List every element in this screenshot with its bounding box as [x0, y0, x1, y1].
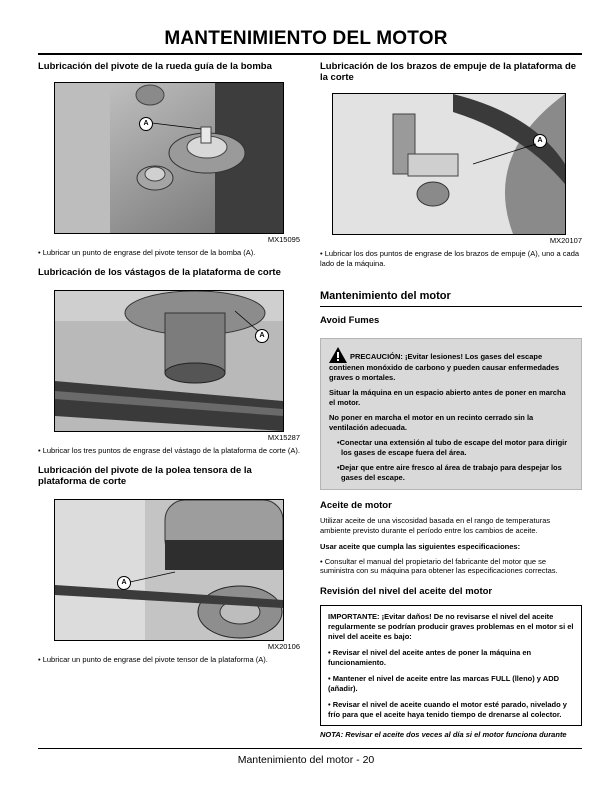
caution-box [320, 338, 582, 490]
footer-rule [38, 748, 582, 749]
bullet-text: • Lubricar un punto de engrase del pivote tensor de la plataforma (A). [38, 655, 268, 664]
leader-line [55, 500, 283, 640]
caution-lead-text: PRECAUCIÓN: ¡Evitar lesiones! Los gases del escape contienen monóxido de carbono y pueden causar enfermedades graves o mortales. [329, 352, 560, 382]
section-heading: Aceite de motor [320, 500, 392, 511]
bullet-text: • Lubricar los tres puntos de engrase del vástago de la plataforma de corte (A). [38, 445, 300, 455]
caution-bullet: •Dejar que entre aire fresco al área de trabajo para despejar los gases del escape. [337, 463, 562, 482]
bullet-text: • Lubricar un punto de engrase del pivote tensor de la bomba (A). [38, 248, 256, 257]
title-rule [38, 53, 582, 55]
leader-line [333, 94, 565, 234]
callout-a: A [139, 117, 153, 131]
warning-triangle-icon [329, 347, 347, 363]
photo-deck-spindle [54, 290, 284, 432]
section-push-arm-lube [320, 61, 582, 268]
section-pump-idler-lube [38, 61, 300, 258]
important-bullet: • Revisar el nivel de aceite cuando el motor esté parado, nivelado y frío para que el aceite haya tenido tiempo de drenarse al colector. [328, 699, 567, 719]
caution-bullet: •Conectar una extensión al tubo de escape del motor para dirigir los gases de escape fuera del área. [337, 438, 568, 457]
section-deck-idler-lube [38, 465, 300, 665]
bullet-text: • Lubricar los dos puntos de engrase de los brazos de empuje (A), uno a cada lado de la máquina. [320, 249, 580, 268]
leader-line [55, 83, 283, 233]
callout-a: A [533, 134, 547, 148]
section-heading: Lubricación de los vástagos de la plataforma de corte [38, 266, 281, 278]
caution-lead [329, 347, 573, 383]
section-heading: Revisión del nivel del aceite del motor [320, 585, 493, 597]
figure-id: MX20107 [549, 236, 582, 245]
bullet-text: • Consultar el manual del propietario del fabricante del motor que se suministra con su máquina para obtener las especificaciones correctas. [320, 556, 558, 575]
body-text: Utilizar aceite de una viscosidad basada en el rango de temperaturas ambiente previsto durante el período entre los cambios de aceite. [320, 516, 551, 535]
section-heading: Lubricación del pivote de la polea tensora de la plataforma de corte [38, 465, 252, 487]
page-footer: Mantenimiento del motor - 20 [237, 754, 375, 766]
figure-id: MX15095 [267, 235, 300, 244]
section-heading: Lubricación del pivote de la rueda guía de la bomba [38, 61, 272, 72]
figure-id: MX15287 [267, 432, 300, 442]
important-box [320, 605, 582, 726]
photo-deck-idler [54, 499, 284, 641]
section-engine-maintenance [320, 290, 582, 490]
section-rule [320, 306, 582, 307]
section-deck-spindle-lube [38, 267, 300, 456]
caution-text: No poner en marcha el motor en un recinto cerrado sin la ventilación adecuada. [329, 413, 534, 432]
callout-a: A [117, 576, 131, 590]
section-heading: Lubricación de los brazos de empuje de la plataforma de la corte [320, 61, 577, 83]
photo-pump-idler [54, 82, 284, 234]
important-lead: IMPORTANTE: ¡Evitar daños! De no revisarse el nivel del aceite regularmente se podrían producir graves problemas en el motor si el nivel del aceite es bajo: [328, 611, 574, 641]
subheading-avoid-fumes: Avoid Fumes [320, 315, 380, 326]
page-title: MANTENIMIENTO DEL MOTOR [164, 28, 448, 49]
important-bullet: • Mantener el nivel de aceite entre las marcas FULL (lleno) y ADD (añadir). [328, 673, 560, 693]
note-text: NOTA: Revisar el aceite dos veces al día si el motor funciona durante [320, 729, 567, 739]
left-column [38, 58, 300, 665]
important-bullet: • Revisar el nivel del aceite antes de poner la máquina en funcionamiento. [328, 647, 532, 667]
caution-text: Situar la máquina en un espacio abierto antes de poner en marcha el motor. [329, 388, 566, 407]
right-column [320, 58, 582, 739]
photo-push-arm [332, 93, 566, 235]
leader-line [55, 291, 283, 431]
section-engine-oil [320, 500, 582, 576]
figure-id: MX20106 [267, 642, 300, 651]
callout-a: A [255, 329, 269, 343]
section-heading: Mantenimiento del motor [320, 290, 451, 302]
body-text-bold: Usar aceite que cumpla las siguientes especificaciones: [320, 542, 521, 551]
section-oil-level-check [320, 586, 582, 740]
